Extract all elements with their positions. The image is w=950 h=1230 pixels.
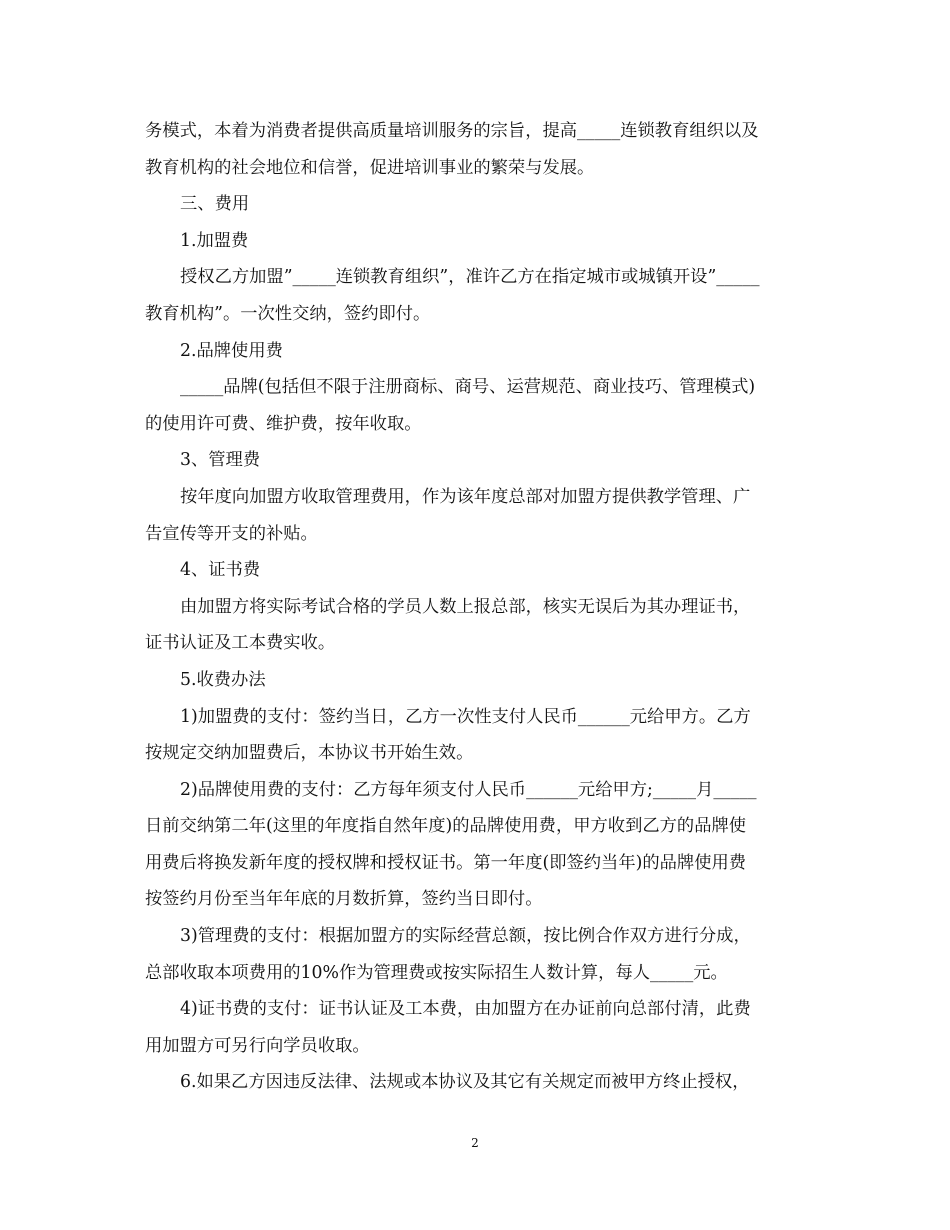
text-line: 按年度向加盟方收取管理费用，作为该年度总部对加盟方提供教学管理、广 (180, 486, 751, 507)
text-line: 1.加盟费 (180, 230, 249, 251)
text-line: 1)加盟费的支付：签约当日，乙方一次性支付人民币______元给甲方。乙方 (180, 706, 751, 727)
page-number: 2 (471, 1136, 479, 1150)
text-line: 证书认证及工本费实收。 (145, 633, 336, 654)
text-line: 5.收费办法 (180, 669, 266, 690)
text-line: 三、费用 (180, 194, 250, 215)
text-line: 2.品牌使用费 (180, 340, 283, 361)
text-line: 教育机构的社会地位和信誉，促进培训事业的繁荣与发展。 (145, 157, 595, 178)
text-line: 务模式，本着为消费者提供高质量培训服务的宗旨，提高_____连锁教育组织以及 (145, 121, 759, 141)
text-line: _____品牌(包括但不限于注册商标、商号、运营规范、商业技巧、管理模式) (180, 377, 756, 398)
text-line: 用加盟方可另行向学员收取。 (145, 1035, 370, 1056)
text-line: 4)证书费的支付：证书认证及工本费，由加盟方在办证前向总部付清，此费 (180, 999, 751, 1020)
text-line: 按规定交纳加盟费后，本协议书开始生效。 (145, 743, 474, 764)
text-line: 教育机构”。一次性交纳，签约即付。 (145, 303, 431, 324)
text-line: 由加盟方将实际考试合格的学员人数上报总部，核实无误后为其办理证书， (180, 596, 751, 617)
text-line: 6.如果乙方因违反法律、法规或本协议及其它有关规定而被甲方终止授权， (180, 1072, 750, 1093)
text-line: 用费后将换发新年度的授权牌和授权证书。第一年度(即签约当年)的品牌使用费 (145, 852, 747, 873)
document-body (145, 113, 815, 1101)
text-line: 4、证书费 (180, 560, 261, 581)
text-line: 日前交纳第二年(这里的年度指自然年度)的品牌使用费，甲方收到乙方的品牌使 (145, 816, 747, 837)
text-line: 授权乙方加盟”_____连锁教育组织”，准许乙方在指定城市或城镇开设”_____ (180, 267, 760, 288)
text-line: 告宣传等开支的补贴。 (145, 523, 318, 544)
text-line: 总部收取本项费用的10%作为管理费或按实际招生人数计算，每人_____元。 (145, 962, 728, 983)
text-line: 3、管理费 (180, 450, 261, 471)
text-line: 3)管理费的支付：根据加盟方的实际经营总额，按比例合作双方进行分成， (180, 926, 751, 947)
text-line: 2)品牌使用费的支付：乙方每年须支付人民币______元给甲方;_____月_____ (180, 779, 757, 800)
text-line: 按签约月份至当年年底的月数折算，签约当日即付。 (145, 889, 543, 910)
text-line: 的使用许可费、维护费，按年收取。 (145, 413, 422, 434)
